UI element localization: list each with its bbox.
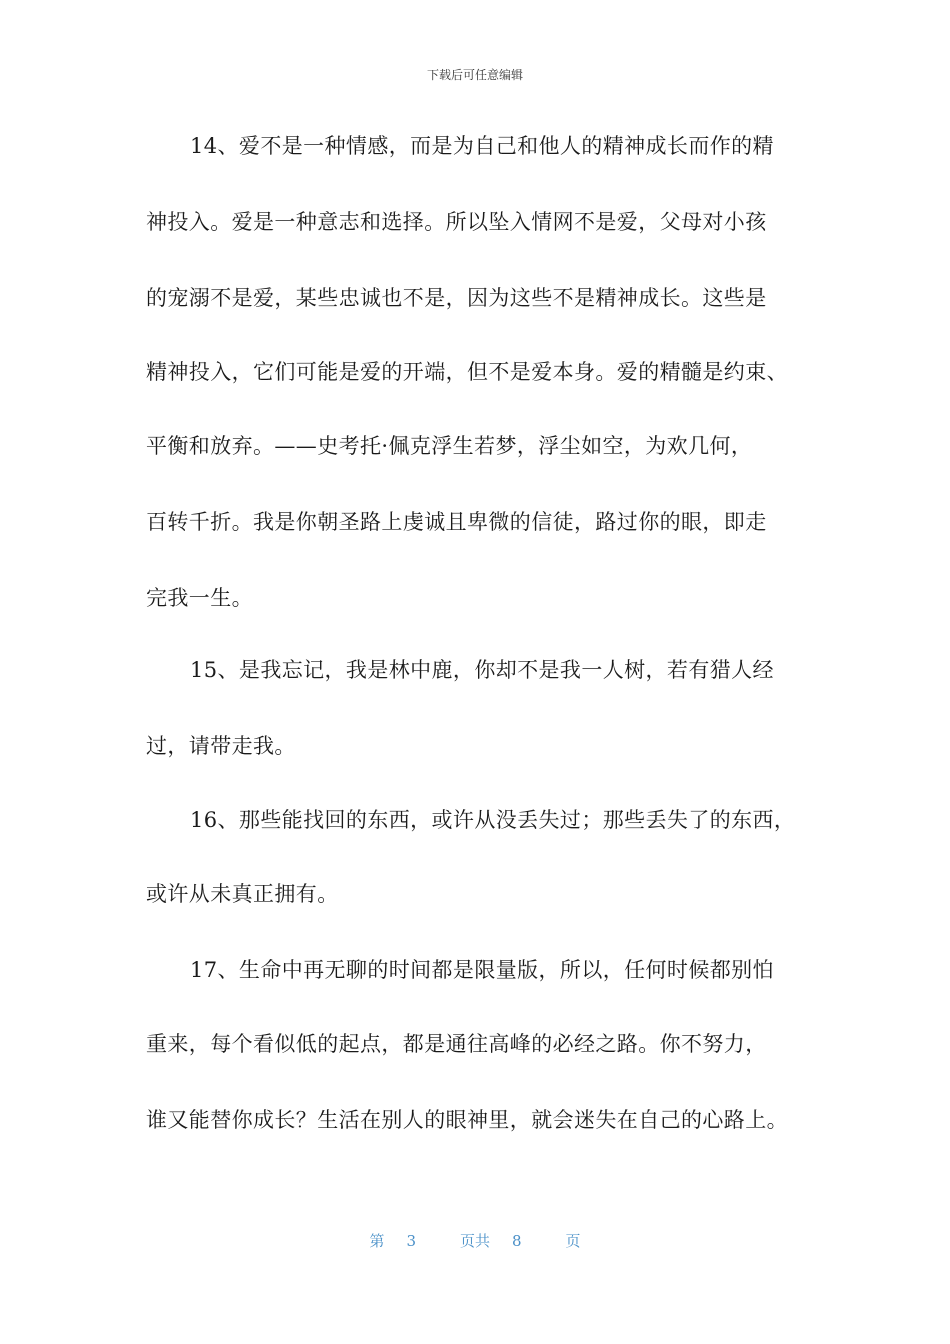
page-header: 下载后可任意编辑 <box>426 68 523 82</box>
text-line: 百转千折。我是你朝圣路上虔诚且卑微的信徒，路过你的眼，即走 <box>146 510 767 534</box>
text-line: 16、那些能找回的东西，或许从没丢失过；那些丢失了的东西， <box>190 808 796 832</box>
text-line: 精神投入，它们可能是爱的开端，但不是爱本身。爱的精髓是约束、 <box>146 360 788 384</box>
text-line: 14、爱不是一种情感，而是为自己和他人的精神成长而作的精 <box>190 134 774 158</box>
text-line: 重来，每个看似低的起点，都是通往高峰的必经之路。你不努力， <box>146 1032 767 1056</box>
text-line: 17、生命中再无聊的时间都是限量版，所以，任何时候都别怕 <box>190 958 774 982</box>
total-pages-number: 8 <box>512 1232 522 1250</box>
text-line: 过，请带走我。 <box>146 734 296 758</box>
text-line: 谁又能替你成长？生活在别人的眼神里，就会迷失在自己的心路上。 <box>146 1108 788 1132</box>
footer-suffix: 页 <box>565 1232 581 1250</box>
current-page-number: 3 <box>406 1232 416 1250</box>
text-line: 15、是我忘记，我是林中鹿，你却不是我一人树，若有猎人经 <box>190 658 774 682</box>
text-line: 平衡和放弃。——史考托·佩克浮生若梦，浮尘如空，为欢几何， <box>146 434 753 458</box>
text-line: 完我一生。 <box>146 586 253 610</box>
footer-middle: 页共 <box>459 1232 490 1250</box>
footer-prefix: 第 <box>369 1232 385 1250</box>
text-line: 神投入。爱是一种意志和选择。所以坠入情网不是爱，父母对小孩 <box>146 210 767 234</box>
text-line: 的宠溺不是爱，某些忠诚也不是，因为这些不是精神成长。这些是 <box>146 286 767 310</box>
page-footer <box>0 1230 950 1251</box>
text-line: 或许从未真正拥有。 <box>146 882 339 906</box>
